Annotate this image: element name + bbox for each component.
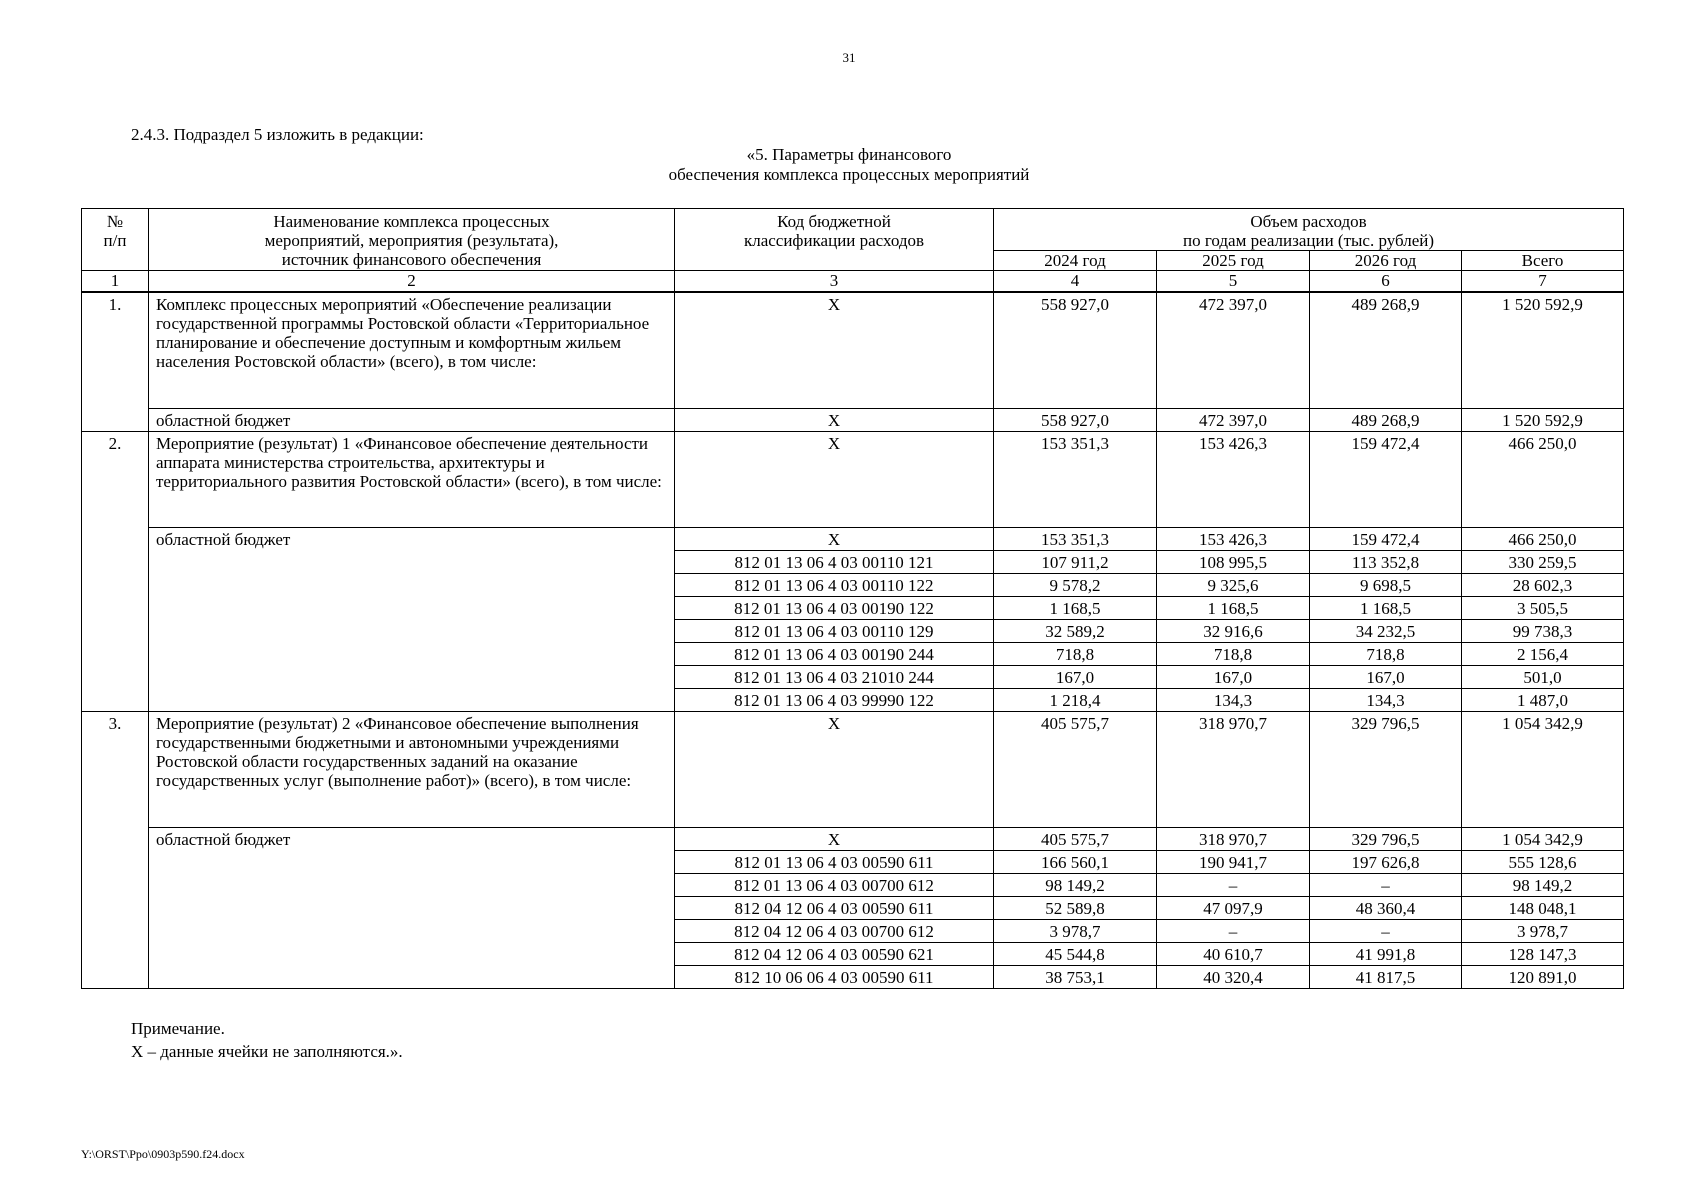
row-code: Х — [675, 712, 994, 828]
row-total: 2 156,4 — [1462, 643, 1624, 666]
row-2026: 9 698,5 — [1310, 574, 1462, 597]
row-2026: – — [1310, 874, 1462, 897]
column-number: 5 — [1157, 271, 1310, 293]
row-2024: 558 927,0 — [994, 292, 1157, 409]
column-number: 2 — [149, 271, 675, 293]
row-2026: 41 991,8 — [1310, 943, 1462, 966]
row-2025: – — [1157, 874, 1310, 897]
header-code: Код бюджетной классификации расходов — [675, 209, 994, 271]
row-code: 812 10 06 06 4 03 00590 611 — [675, 966, 994, 989]
column-number-row — [82, 271, 1624, 293]
row-2026: 718,8 — [1310, 643, 1462, 666]
row-2026: – — [1310, 920, 1462, 943]
row-code: 812 01 13 06 4 03 21010 244 — [675, 666, 994, 689]
section-title — [0, 145, 1698, 185]
note-title: Примечание. — [131, 1019, 225, 1038]
row-2024: 98 149,2 — [994, 874, 1157, 897]
row-2026: 489 268,9 — [1310, 409, 1462, 432]
section-title-line1: «5. Параметры финансового — [746, 145, 952, 164]
page-number: 31 — [842, 50, 856, 65]
row-name: областной бюджет — [149, 528, 675, 712]
row-total: 1 520 592,9 — [1462, 292, 1624, 409]
row-2026: 134,3 — [1310, 689, 1462, 712]
row-2025: 318 970,7 — [1157, 712, 1310, 828]
row-code: Х — [675, 409, 994, 432]
row-2026: 113 352,8 — [1310, 551, 1462, 574]
row-2025: 472 397,0 — [1157, 409, 1310, 432]
note-text: Х – данные ячейки не заполняются.». — [131, 1042, 403, 1061]
row-total: 1 054 342,9 — [1462, 712, 1624, 828]
row-code: Х — [675, 292, 994, 409]
financial-table — [81, 208, 1624, 989]
row-2026: 329 796,5 — [1310, 712, 1462, 828]
column-number: 1 — [82, 271, 149, 293]
table-row — [82, 409, 1624, 432]
header-number: № п/п — [82, 209, 149, 271]
row-2024: 107 911,2 — [994, 551, 1157, 574]
row-2026: 34 232,5 — [1310, 620, 1462, 643]
row-code: 812 01 13 06 4 03 00110 121 — [675, 551, 994, 574]
row-total: 1 487,0 — [1462, 689, 1624, 712]
row-2024: 167,0 — [994, 666, 1157, 689]
row-2026: 329 796,5 — [1310, 828, 1462, 851]
row-total: 466 250,0 — [1462, 528, 1624, 551]
row-code: 812 04 12 06 4 03 00700 612 — [675, 920, 994, 943]
row-2025: 472 397,0 — [1157, 292, 1310, 409]
row-2024: 405 575,7 — [994, 828, 1157, 851]
row-code: 812 01 13 06 4 03 00110 122 — [675, 574, 994, 597]
row-2025: 190 941,7 — [1157, 851, 1310, 874]
row-2025: 32 916,6 — [1157, 620, 1310, 643]
row-2025: 47 097,9 — [1157, 897, 1310, 920]
row-2024: 166 560,1 — [994, 851, 1157, 874]
row-2025: 108 995,5 — [1157, 551, 1310, 574]
row-code: 812 01 13 06 4 03 00110 129 — [675, 620, 994, 643]
row-total: 98 149,2 — [1462, 874, 1624, 897]
row-total: 3 505,5 — [1462, 597, 1624, 620]
table-row — [82, 712, 1624, 828]
row-total: 501,0 — [1462, 666, 1624, 689]
row-total: 3 978,7 — [1462, 920, 1624, 943]
row-total: 120 891,0 — [1462, 966, 1624, 989]
row-2026: 1 168,5 — [1310, 597, 1462, 620]
row-code: 812 01 13 06 4 03 99990 122 — [675, 689, 994, 712]
row-total: 1 054 342,9 — [1462, 828, 1624, 851]
row-2024: 9 578,2 — [994, 574, 1157, 597]
row-2025: 718,8 — [1157, 643, 1310, 666]
section-title-line2: обеспечения комплекса процессных мероприятий — [668, 165, 1030, 184]
row-2026: 159 472,4 — [1310, 528, 1462, 551]
row-code: 812 04 12 06 4 03 00590 621 — [675, 943, 994, 966]
row-2024: 718,8 — [994, 643, 1157, 666]
header-total: Всего — [1462, 251, 1624, 271]
row-2025: 153 426,3 — [1157, 528, 1310, 551]
row-code: Х — [675, 432, 994, 528]
column-number: 4 — [994, 271, 1157, 293]
row-2026: 197 626,8 — [1310, 851, 1462, 874]
header-volume: Объем расходов по годам реализации (тыс. рублей) — [994, 209, 1624, 251]
row-2025: 153 426,3 — [1157, 432, 1310, 528]
row-2024: 32 589,2 — [994, 620, 1157, 643]
row-2025: 318 970,7 — [1157, 828, 1310, 851]
row-total: 99 738,3 — [1462, 620, 1624, 643]
row-2025: – — [1157, 920, 1310, 943]
row-2024: 45 544,8 — [994, 943, 1157, 966]
header-2025: 2025 год — [1157, 251, 1310, 271]
row-2026: 159 472,4 — [1310, 432, 1462, 528]
header-name: Наименование комплекса процессных мероприятий, мероприятия (результата), источник финансового обеспечения — [149, 209, 675, 271]
row-total: 466 250,0 — [1462, 432, 1624, 528]
row-2024: 1 218,4 — [994, 689, 1157, 712]
row-2026: 48 360,4 — [1310, 897, 1462, 920]
row-2026: 489 268,9 — [1310, 292, 1462, 409]
row-name: областной бюджет — [149, 409, 675, 432]
row-2026: 41 817,5 — [1310, 966, 1462, 989]
table-row — [82, 528, 1624, 551]
row-2026: 167,0 — [1310, 666, 1462, 689]
row-code: Х — [675, 528, 994, 551]
row-name: Мероприятие (результат) 2 «Финансовое обеспечение выполнения государственными бюджетными и автономными учреждениями Ростовской области государственных заданий на оказание государственных услуг (выполнение работ)» (всего), в том числе: — [149, 712, 675, 828]
intro-text: 2.4.3. Подраздел 5 изложить в редакции: — [131, 125, 424, 144]
row-2025: 40 320,4 — [1157, 966, 1310, 989]
row-2024: 153 351,3 — [994, 528, 1157, 551]
row-2024: 3 978,7 — [994, 920, 1157, 943]
row-total: 1 520 592,9 — [1462, 409, 1624, 432]
row-2024: 52 589,8 — [994, 897, 1157, 920]
row-2024: 558 927,0 — [994, 409, 1157, 432]
row-number: 2. — [82, 432, 149, 712]
column-number: 6 — [1310, 271, 1462, 293]
table-row — [82, 828, 1624, 851]
table-row — [82, 292, 1624, 409]
row-name: Комплекс процессных мероприятий «Обеспечение реализации государственной программы Ростовской области «Территориальное планирование и обеспечение доступным и комфортным жильем населения Ростовской области» (всего), в том числе: — [149, 292, 675, 409]
row-number: 3. — [82, 712, 149, 989]
column-number: 3 — [675, 271, 994, 293]
row-total: 555 128,6 — [1462, 851, 1624, 874]
row-2025: 1 168,5 — [1157, 597, 1310, 620]
header-2024: 2024 год — [994, 251, 1157, 271]
row-code: 812 04 12 06 4 03 00590 611 — [675, 897, 994, 920]
row-2024: 38 753,1 — [994, 966, 1157, 989]
row-code: 812 01 13 06 4 03 00190 244 — [675, 643, 994, 666]
row-2024: 153 351,3 — [994, 432, 1157, 528]
row-total: 128 147,3 — [1462, 943, 1624, 966]
row-name: областной бюджет — [149, 828, 675, 989]
row-code: 812 01 13 06 4 03 00190 122 — [675, 597, 994, 620]
table-row — [82, 432, 1624, 528]
row-total: 148 048,1 — [1462, 897, 1624, 920]
row-code: 812 01 13 06 4 03 00590 611 — [675, 851, 994, 874]
table-header-row — [82, 209, 1624, 251]
row-2025: 167,0 — [1157, 666, 1310, 689]
row-2024: 1 168,5 — [994, 597, 1157, 620]
row-2025: 134,3 — [1157, 689, 1310, 712]
row-code: 812 01 13 06 4 03 00700 612 — [675, 874, 994, 897]
row-2025: 40 610,7 — [1157, 943, 1310, 966]
row-total: 330 259,5 — [1462, 551, 1624, 574]
header-2026: 2026 год — [1310, 251, 1462, 271]
row-number: 1. — [82, 292, 149, 432]
footer-file-path: Y:\ORST\Ppo\0903p590.f24.docx — [81, 1147, 245, 1161]
row-2025: 9 325,6 — [1157, 574, 1310, 597]
row-2024: 405 575,7 — [994, 712, 1157, 828]
note — [131, 1017, 403, 1063]
row-name: Мероприятие (результат) 1 «Финансовое обеспечение деятельности аппарата министерства строительства, архитектуры и территориального развития Ростовской области» (всего), в том числе: — [149, 432, 675, 528]
column-number: 7 — [1462, 271, 1624, 293]
row-total: 28 602,3 — [1462, 574, 1624, 597]
row-code: Х — [675, 828, 994, 851]
